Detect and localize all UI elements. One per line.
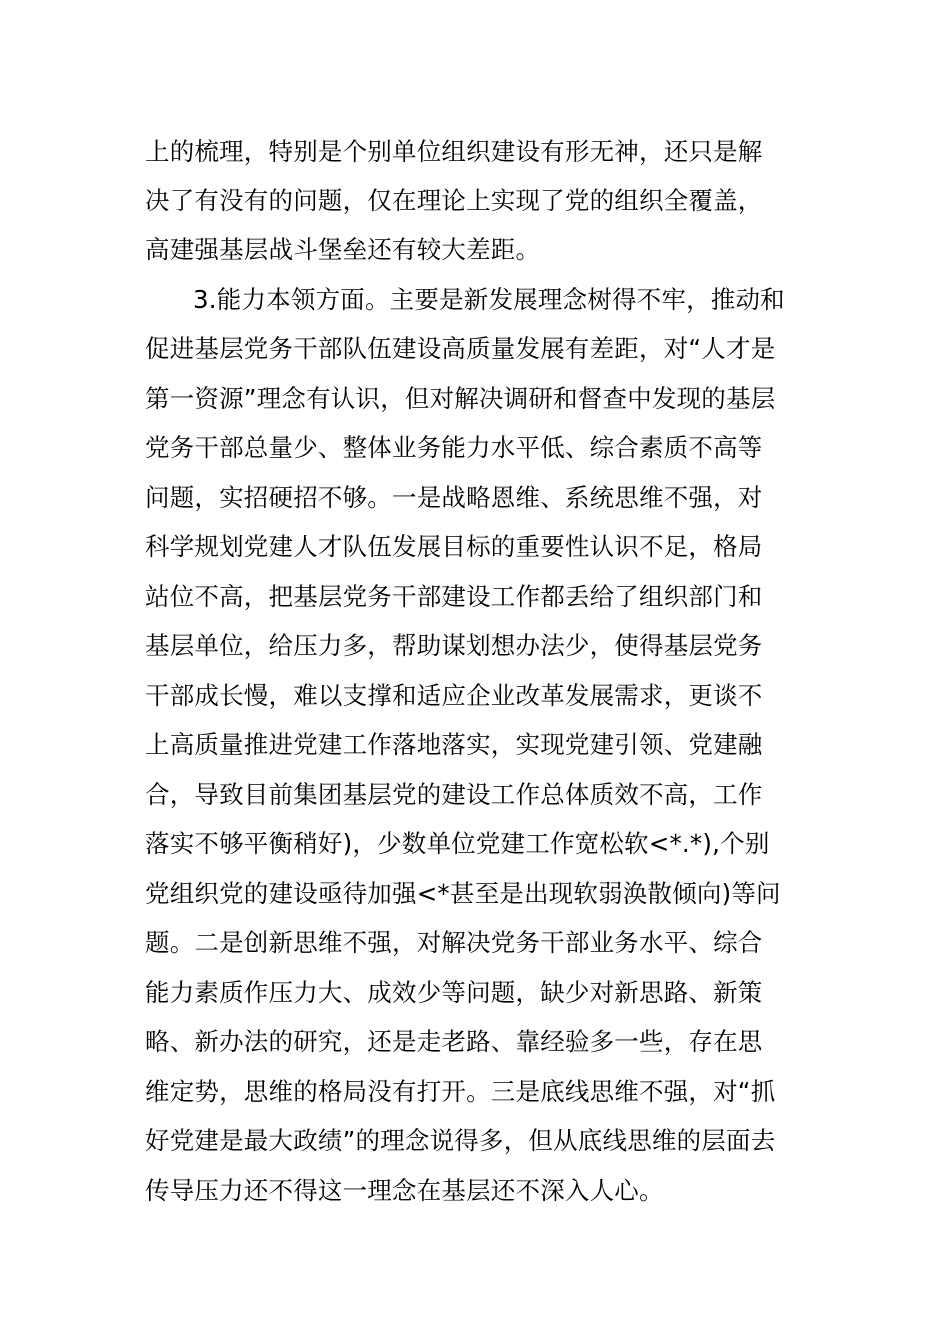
text-line: 基层单位，给压力多，帮助谋划想办法少，使得基层党务: [145, 631, 763, 660]
text-line: 问题，实招硬招不够。一是战略恩维、系统思维不强，对: [145, 483, 763, 512]
text-line: 高建强基层战斗堡垒还有较大差距。: [145, 235, 541, 264]
text-line: 决了有没有的问题，仅在理论上实现了党的组织全覆盖，: [145, 186, 763, 215]
text-line: 干部成长慢，难以支撑和适应企业改革发展需求，更谈不: [145, 681, 763, 710]
text-line: 促进基层党务干部队伍建设高质量发展有差距，对“人才是: [145, 334, 776, 363]
text-line: 题。二是创新思维不强，对解决党务干部业务水平、综合: [145, 928, 763, 957]
text-line: 合，导致目前集团基层党的建设工作总体质效不高，工作: [145, 780, 763, 809]
text-line: 上的梳理，特别是个别单位组织建设有形无神，还只是解: [145, 137, 763, 166]
text-line: 维定势，思维的格局没有打开。三是底线思维不强，对“抓: [145, 1077, 776, 1106]
text-line: 科学规划党建人才队伍发展目标的重要性认识不足，格局: [145, 532, 763, 561]
text-line: 上高质量推进党建工作落地落实，实现党建引领、党建融: [145, 730, 763, 759]
text-line: 能力素质作压力大、成效少等问题，缺少对新思路、新策: [145, 978, 763, 1007]
text-line: 党组织党的建设亟待加强<*甚至是出现软弱涣散倾向)等问: [145, 879, 781, 908]
text-line: 第一资源”理念有认识，但对解决调研和督查中发现的基层: [145, 384, 776, 413]
text-line: 站位不高，把基层党务干部建设工作都丢给了组织部门和: [145, 582, 763, 611]
text-line: 落实不够平衡稍好)，少数单位党建工作宽松软<*.*),个别: [145, 829, 770, 858]
text-line: 略、新办法的研究，还是走老路、靠经验多一些，存在思: [145, 1027, 763, 1056]
paragraph-start-line: 3.能力本领方面。主要是新发展理念树得不牢，推动和: [193, 285, 785, 314]
text-line: 好党建是最大政绩”的理念说得多，但从底线思维的层面去: [145, 1126, 776, 1155]
text-line: 党务干部总量少、整体业务能力水平低、综合素质不高等: [145, 433, 763, 462]
text-line: 传导压力还不得这一理念在基层还不深入人心。: [145, 1176, 664, 1205]
